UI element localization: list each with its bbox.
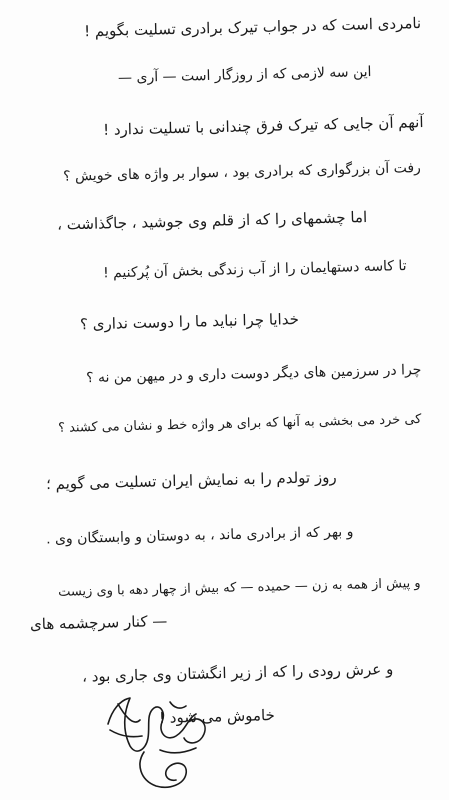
- letter-line-13: — کنار سرچشمه های: [29, 612, 168, 634]
- letter-line-11: و بهر که از برادری ماند ، به دوستان و وابستگان وی .: [45, 524, 354, 548]
- letter-line-9: کی خرد می بخشی به آنها که برای هر واژه خط و نشان می کشند ؟: [57, 412, 422, 436]
- letter-line-12: و پیش از همه به زن — حمیده — که بیش از چهار دهه با وی زیست: [58, 576, 422, 600]
- letter-line-6: تا کاسه دستهایمان را از آب زندگی بخش آن پُرکنیم !: [103, 258, 408, 282]
- letter-line-2: این سه لازمی که از روزگار است — آری —: [117, 64, 372, 87]
- letter-line-5: اما چشمهای را که از قلم وی جوشید ، جاگذاشت ،: [56, 208, 368, 234]
- letter-line-3: آنهم آن جایی که تیرک فرق چندانی با تسلیت ندارد !: [102, 113, 424, 139]
- letter-line-15: خاموش می شود !: [159, 706, 276, 727]
- letter-line-1: نامردی است که در جواب تیرک برادری تسلیت بگویم !: [83, 14, 422, 41]
- letter-line-4: رفت آن بزرگواری که برادری بود ، سوار بر واژه های خویش ؟: [63, 160, 422, 185]
- letter-line-10: روز تولدم را به نمایش ایران تسلیت می گویم ؛: [46, 468, 338, 494]
- letter-line-8: چرا در سرزمین های دیگر دوست داری و در میهن من نه ؟: [85, 362, 422, 387]
- letter-line-7: خدایا چرا نباید ما را دوست نداری ؟: [79, 310, 300, 334]
- letter-line-14: و عرش رودی را که از زیر انگشتان وی جاری بود ،: [81, 660, 394, 686]
- handwritten-signature: [100, 690, 220, 795]
